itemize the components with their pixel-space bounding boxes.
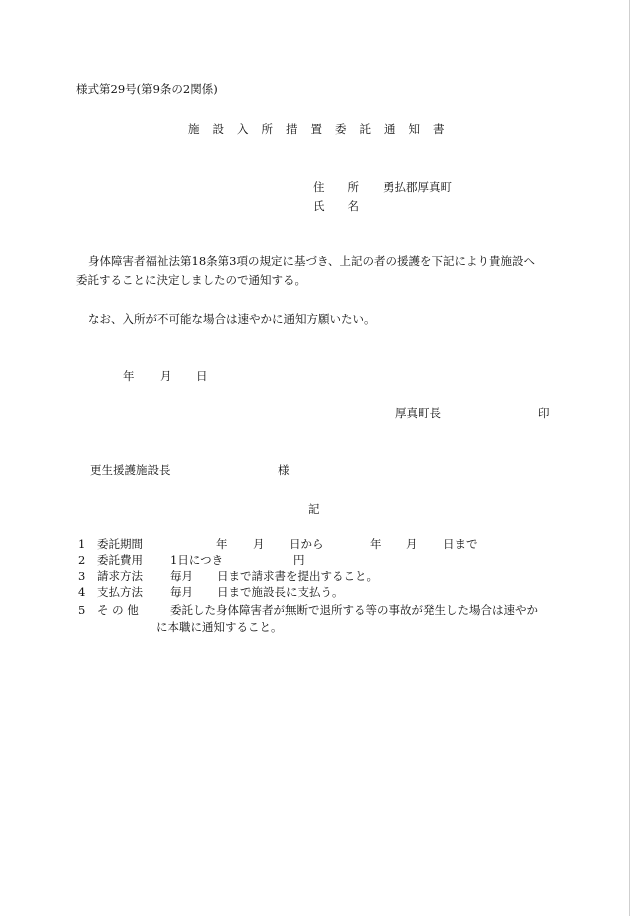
ki-heading: 記	[308, 502, 320, 516]
address-value: 勇払郡厚真町	[383, 180, 452, 194]
date-year: 年	[123, 369, 135, 383]
paragraph-2: なお、入所が不可能な場合は速やかに通知方願いたい。	[88, 312, 376, 326]
addressee-title: 更生援護施設長	[90, 463, 171, 477]
address-label: 住 所	[313, 180, 359, 194]
paragraph-1-line-1: 身体障害者福祉法第18条第3項の規定に基づき、上記の者の援護を下記により貴施設へ	[88, 254, 535, 268]
name-label: 氏 名	[313, 199, 359, 213]
issuer-title: 厚真町長	[395, 406, 441, 420]
addressee-honorific: 様	[278, 463, 290, 477]
paragraph-1-line-2: 委託することに決定しましたので通知する。	[76, 273, 306, 287]
date-day: 日	[196, 369, 208, 383]
document-title: 施 設 入 所 措 置 委 託 通 知 書	[188, 122, 445, 136]
date-month: 月	[160, 369, 172, 383]
form-number: 様式第29号(第9条の2関係)	[76, 82, 218, 96]
seal-mark: 印	[538, 406, 550, 420]
document-page: 様式第29号(第9条の2関係) 施 設 入 所 措 置 委 託 通 知 書 住 所 勇払郡厚真町 氏 名 身体障害者福祉法第18条第3項の規定に基づき、上記の者の援護を下記により貴施設へ 委託することに決定しましたので通知する。 なお、入所が不可能な場合は速やかに通知方願いたい。 年 月 日 厚真町長 印 更生援護施設長 様 記 1 委託期間 年 月 日から 年 月 日まで 2 委託費用 1日につき 円 3 請求方法 毎月 日まで請求書を提出すること。 4 支払方法 毎月 日まで施設長に支払う。 5 そ の 他 委託した身体障害者が無断で退所する等の事故が発生した場合は速やか に本職に通知すること。	[0, 0, 630, 916]
